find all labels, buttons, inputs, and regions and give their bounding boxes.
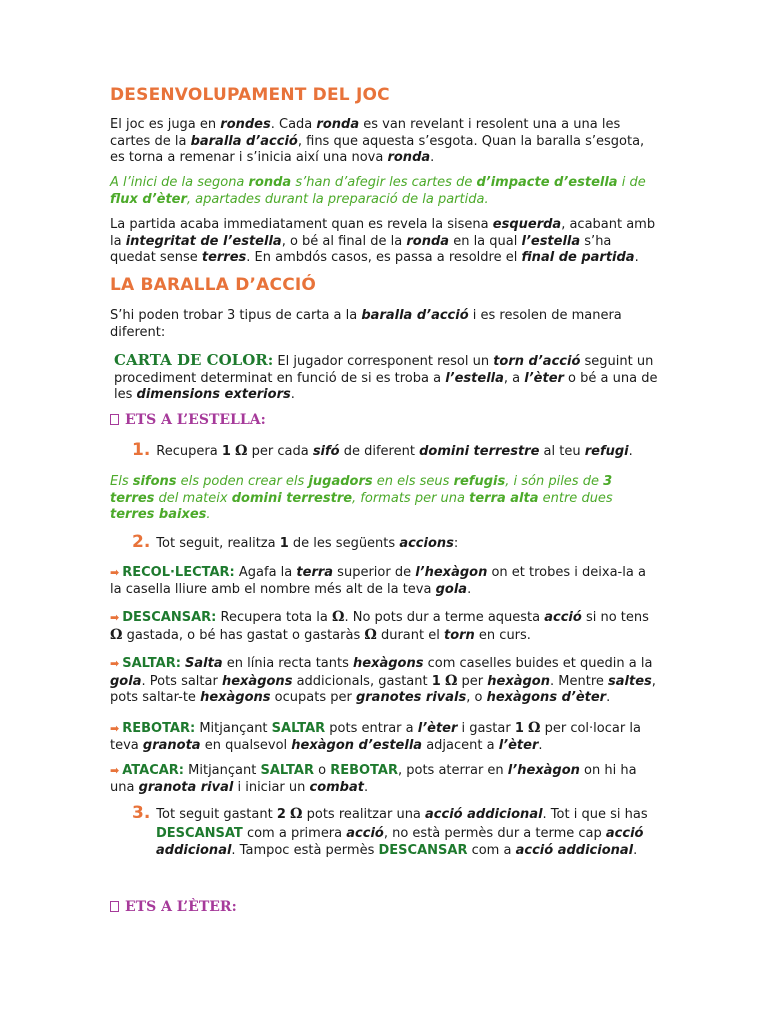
step-1: 1. Recupera 1 Ω per cada sifó de diferent domini terrestre al teu refugi.: [132, 440, 633, 460]
omega-icon: Ω: [332, 609, 345, 625]
checkbox-icon: [110, 901, 119, 912]
action-recollectar: ➡ RECOL·LECTAR: Agafa la terra superior de l’hexàgon on et trobes i deixa-la a la casella lliure amb el nombre més alt de la teva gola.: [110, 565, 646, 597]
omega-icon: Ω: [364, 626, 377, 643]
subheading-eter: ETS A L’ÈTER:: [110, 899, 658, 916]
heading-baralla: LA BARALLA D’ACCIÓ: [110, 275, 317, 295]
omega-icon: Ω: [290, 806, 303, 822]
paragraph-rondes: El joc es juga en rondes. Cada ronda es van revelant i resolent una a una les cartes de la baralla d’acció, fins que aquesta s’esgota. Quan la baralla s’esgota, es torna a remenar i s’inicia així una nova ronda.: [110, 117, 645, 165]
arrow-right-icon: ➡: [110, 566, 120, 579]
action-rebotar: ➡ REBOTAR: Mitjançant SALTAR pots entrar a l’èter i gastar 1 Ω per col·locar la teva granota en qualsevol hexàgon d’estella adjacent a l’èter.: [110, 720, 641, 753]
omega-icon: Ω: [444, 672, 458, 689]
arrow-right-icon: ➡: [110, 722, 120, 735]
paragraph-final-partida: La partida acaba immediatament quan es revela la sisena esquerda, acabant amb la integritat de l’estella, o bé al final de la ronda en la qual l’estella s’ha quedat sense terres. En ambdós casos, es passa a resoldre el final de partida.: [110, 217, 656, 265]
step-2: 2. Tot seguit, realitza 1 de les següents accions:: [132, 532, 459, 552]
action-atacar: ➡ ATACAR: Mitjançant SALTAR o REBOTAR, pots aterrar en l’hexàgon on hi ha una granota rival i iniciar un combat.: [110, 763, 637, 795]
note-segona-ronda: A l’inici de la segona ronda s’han d’afegir les cartes de d’impacte d’estella i de flux d’èter, apartades durant la preparació de la partida.: [110, 175, 646, 207]
step-3-continued: DESCANSAT com a primera acció, no està permès dur a terme cap acció addicional. Tampoc està permès DESCANSAR com a acció addicional.: [156, 826, 644, 858]
step-3: 3. Tot seguit gastant 2 Ω pots realitzar una acció addicional. Tot i que si has: [132, 803, 648, 823]
omega-icon: Ω: [528, 720, 541, 736]
action-saltar: ➡ SALTAR: Salta en línia recta tants hexàgons com caselles buides et quedin a la gola. Pots saltar hexàgons addicionals, gastant 1 Ω per hexàgon. Mentre saltes, pots saltar-te hexàgons ocupats per granotes rivals, o hexàgons d’èter.: [110, 656, 656, 705]
paragraph-carta-color: CARTA DE COLOR: El jugador corresponent resol un torn d’acció seguint un procediment determinat en funció de si es troba a l’estella, a l’èter o bé a una de les dimensions exteriors.: [114, 351, 658, 402]
arrow-right-icon: ➡: [110, 764, 120, 777]
action-descansar: ➡ DESCANSAR: Recupera tota la Ω. No pots dur a terme aquesta acció si no tens Ω gastada, o bé has gastat o gastaràs Ω durant el torn en curs.: [110, 609, 649, 643]
subheading-estella: ETS A L’ESTELLA:: [110, 412, 658, 429]
omega-icon: Ω: [235, 443, 248, 459]
checkbox-icon: [110, 414, 119, 425]
arrow-right-icon: ➡: [110, 657, 120, 670]
omega-icon: Ω: [110, 626, 123, 643]
note-sifons: Els sifons els poden crear els jugadors en els seus refugis, i són piles de 3 terres del mateix domini terrestre, formats per una terra alta entre dues terres baixes.: [110, 474, 613, 522]
paragraph-tipus-carta: S’hi poden trobar 3 tipus de carta a la baralla d’acció i es resolen de manera diferent:: [110, 308, 622, 340]
arrow-right-icon: ➡: [110, 611, 120, 624]
heading-desenvolupament: DESENVOLUPAMENT DEL JOC: [110, 85, 390, 105]
